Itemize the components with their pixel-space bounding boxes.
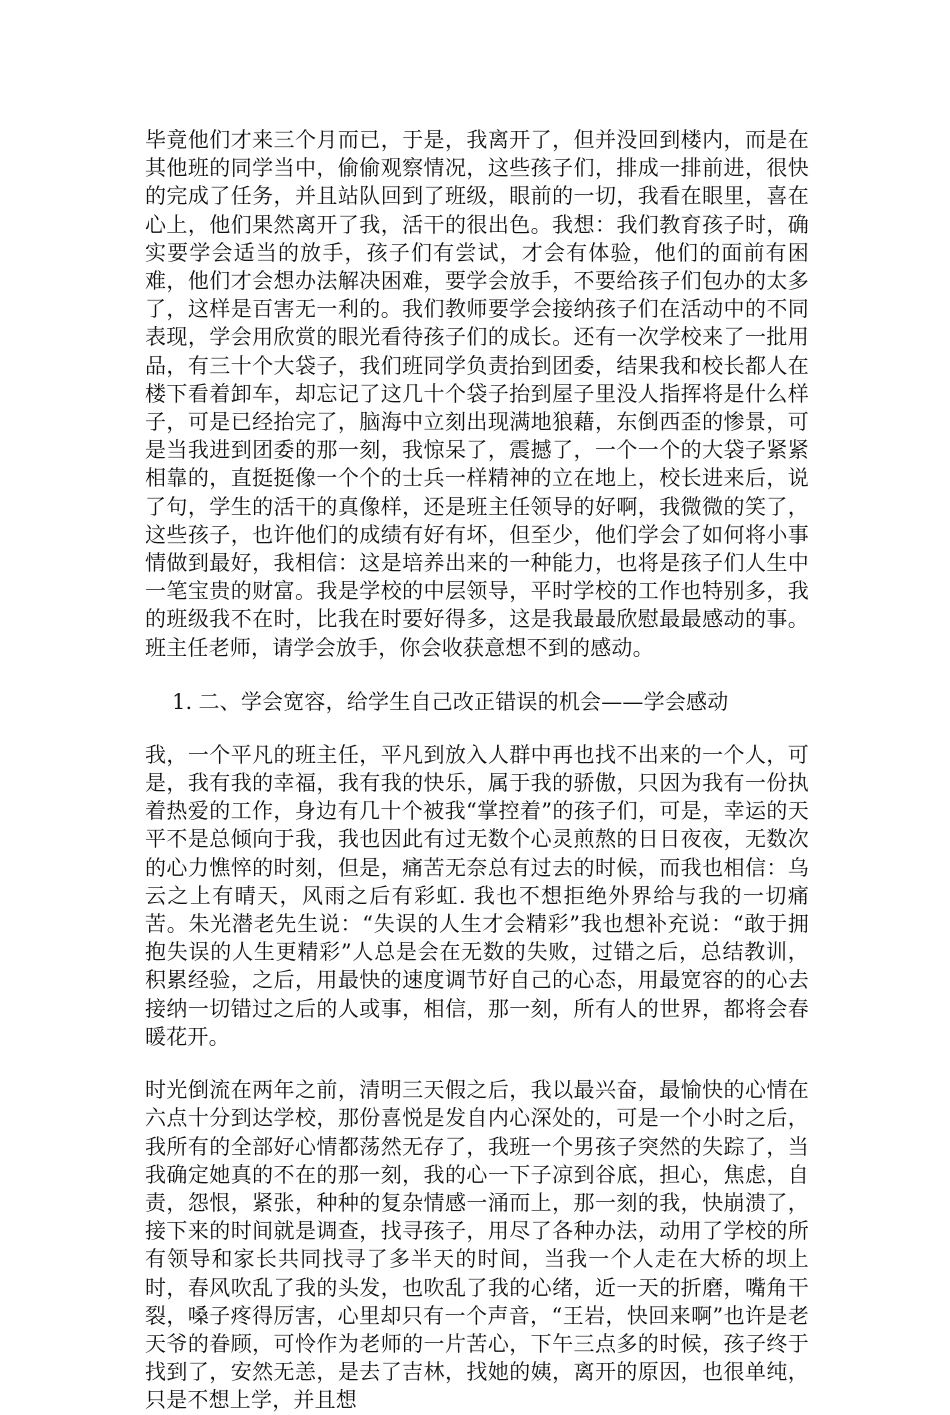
heading-text: 二、学会宽容，给学生自己改正错误的机会——学会感动 (198, 689, 729, 714)
heading-number: 1. (172, 689, 193, 714)
document-body (145, 126, 809, 1415)
section-heading (145, 688, 809, 716)
paragraph-3: 时光倒流在两年之前，清明三天假之后，我以最兴奋，最愉快的心情在六点十分到达学校，那份喜悦是发自内心深处的，可是一个小时之后，我所有的全部好心情都荡然无存了，我班一个男孩子突然的失踪了，当我确定她真的不在的那一刻，我的心一下子凉到谷底，担心，焦虑，自责，怨恨，紧张，种种的复杂情感一涌而上，那一刻的我，快崩溃了，接下来的时间就是调查，找寻孩子，用尽了各种办法，动用了学校的所有领导和家长共同找寻了多半天的时间，当我一个人走在大桥的坝上时，春风吹乱了我的头发，也吹乱了我的心绪，近一天的折磨，嘴角干裂，嗓子疼得厉害，心里却只有一个声音，“王岩，快回来啊”也许是老天爷的眷顾，可怜作为老师的一片苦心，下午三点多的时候，孩子终于找到了，安然无恙，是去了吉林，找她的姨，离开的原因，也很单纯，只是不想上学，并且想 (145, 1078, 809, 1413)
paragraph-2: 我，一个平凡的班主任，平凡到放入人群中再也找不出来的一个人，可是，我有我的幸福，我有我的快乐，属于我的骄傲，只因为我有一份执着热爱的工作，身边有几十个被我“掌控着”的孩子们，可是，幸运的天平不是总倾向于我，我也因此有过无数个心灵煎熬的日日夜夜，无数次的心力憔悴的时刻，但是，痛苦无奈总有过去的时候，而我也相信：乌云之上有晴天，风雨之后有彩虹. 我也不想拒绝外界给与我的一切痛苦。朱光潜老先生说：“失误的人生才会精彩”我也想补充说：“敢于拥抱失误的人生更精彩”人总是会在无数的失败，过错之后，总结教训，积累经验，之后，用最快的速度调节好自己的心态，用最宽容的的心去接纳一切错过之后的人或事，相信，那一刻，所有人的世界，都将会春暖花开。 (145, 742, 809, 1049)
paragraph-1: 毕竟他们才来三个月而已，于是，我离开了，但并没回到楼内，而是在其他班的同学当中，偷偷观察情况，这些孩子们，排成一排前进，很快的完成了任务，并且站队回到了班级，眼前的一切，我看在眼里，喜在心上，他们果然离开了我，活干的很出色。我想：我们教育孩子时，确实要学会适当的放手，孩子们有尝试，才会有体验，他们的面前有困难，他们才会想办法解决困难，要学会放手，不要给孩子们包办的太多了，这样是百害无一利的。我们教师要学会接纳孩子们在活动中的不同表现，学会用欣赏的眼光看待孩子们的成长。还有一次学校来了一批用品，有三十个大袋子，我们班同学负责抬到团委，结果我和校长都人在楼下看着卸车，却忘记了这几十个袋子抬到屋子里没人指挥将是什么样子，可是已经抬完了，脑海中立刻出现满地狼藉，东倒西歪的惨景，可是当我进到团委的那一刻，我惊呆了，震撼了，一个一个的大袋子紧紧相靠的，直挺挺像一个个的士兵一样精神的立在地上，校长进来后，说了句，学生的活干的真像样，还是班主任领导的好啊，我微微的笑了，这些孩子，也许他们的成绩有好有坏，但至少，他们学会了如何将小事情做到最好，我相信：这是培养出来的一种能力，也将是孩子们人生中一笔宝贵的财富。我是学校的中层领导，平时学校的工作也特别多，我的班级我不在时，比我在时要好得多，这是我最最欣慰最最感动的事。班主任老师，请学会放手，你会收获意想不到的感动。 (145, 128, 809, 660)
